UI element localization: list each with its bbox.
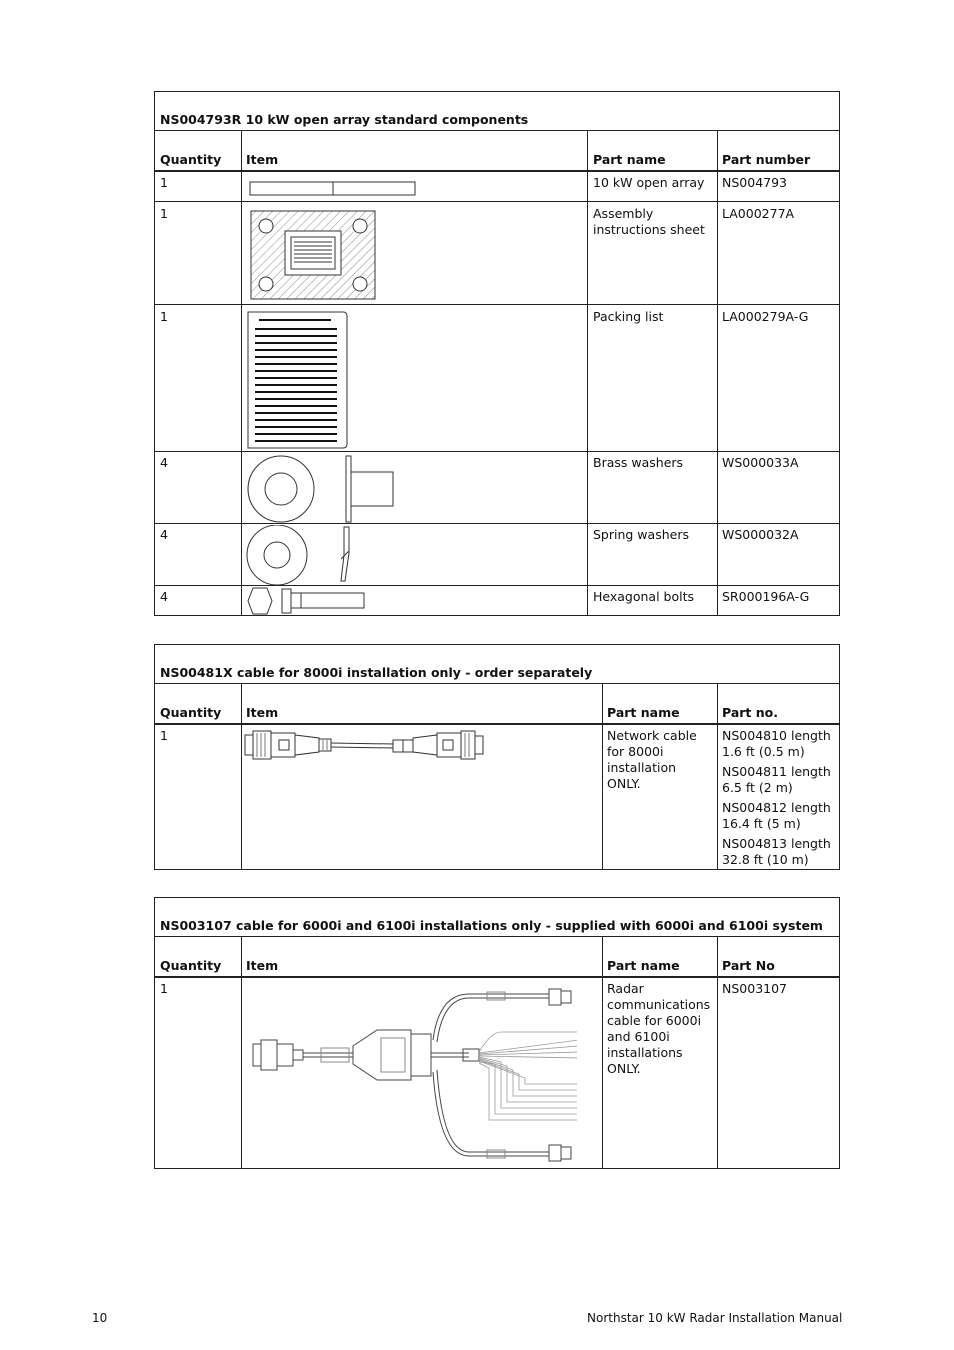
part-name: 10 kW open array (593, 175, 705, 190)
table-row-qty: 4 (160, 455, 168, 470)
part-no-1: NS004810 length 1.6 ft (0.5 m) (722, 728, 831, 759)
radar-comms-cable-illustration (251, 988, 577, 1166)
part-number: NS004793 (722, 175, 788, 190)
part-no-3: NS004812 length 16.4 ft (5 m) (722, 800, 831, 831)
col-header-item: Item (246, 958, 279, 973)
part-name: Spring washers (593, 527, 689, 542)
col-header-part-no: Part no. (722, 705, 778, 720)
col-header-part-number: Part number (722, 152, 811, 167)
col-header-part-name: Part name (607, 705, 680, 720)
col-header-quantity: Quantity (160, 958, 222, 973)
part-number: LA000277A (722, 206, 795, 221)
assembly-sheet-illustration (249, 209, 379, 301)
page-number: 10 (92, 1311, 108, 1325)
table-title: NS004793R 10 kW open array standard components (160, 112, 529, 127)
col-header-item: Item (246, 152, 279, 167)
table-row-qty: 4 (160, 589, 168, 604)
table-row-qty: 1 (160, 175, 168, 190)
part-no-4: NS004813 length 32.8 ft (10 m) (722, 836, 831, 867)
brass-washer-illustration (245, 454, 405, 524)
part-no-2: NS004811 length 6.5 ft (2 m) (722, 764, 831, 795)
part-number: NS003107 (722, 981, 788, 996)
part-number: WS000032A (722, 527, 799, 542)
col-header-part-name: Part name (607, 958, 680, 973)
table-row-qty: 4 (160, 527, 168, 542)
part-name: Network cable for 8000i installation ONLY. (607, 728, 697, 791)
table-title: NS00481X cable for 8000i installation only - order separately (160, 665, 593, 680)
manual-title: Northstar 10 kW Radar Installation Manual (587, 1311, 843, 1325)
part-name: Brass washers (593, 455, 684, 470)
col-header-quantity: Quantity (160, 705, 222, 720)
components-table (154, 91, 840, 616)
col-header-part-name: Part name (593, 152, 666, 167)
table-title: NS003107 cable for 6000i and 6100i installations only - supplied with 6000i and 6100i system (160, 918, 823, 933)
part-number: WS000033A (722, 455, 799, 470)
network-cable-illustration (243, 727, 488, 763)
table-row-qty: 1 (160, 728, 168, 743)
part-name: Radar communications cable for 6000i and 6100i installations ONLY. (607, 981, 711, 1076)
part-number: LA000279A-G (722, 309, 809, 324)
col-header-part-no: Part No (722, 958, 775, 973)
col-header-quantity: Quantity (160, 152, 222, 167)
radar-comms-cable-table (154, 897, 840, 1169)
part-number: SR000196A-G (722, 589, 810, 604)
part-name: Hexagonal bolts (593, 589, 695, 604)
open-array-illustration (249, 181, 419, 197)
col-header-item: Item (246, 705, 279, 720)
part-name: Assembly instructions sheet (593, 206, 705, 237)
table-row-qty: 1 (160, 309, 168, 324)
part-name: Packing list (593, 309, 664, 324)
hex-bolt-illustration (245, 586, 375, 616)
packing-list-illustration (245, 308, 351, 450)
spring-washer-illustration (245, 525, 365, 585)
network-cable-table (154, 644, 840, 870)
table-row-qty: 1 (160, 206, 168, 221)
table-row-qty: 1 (160, 981, 168, 996)
